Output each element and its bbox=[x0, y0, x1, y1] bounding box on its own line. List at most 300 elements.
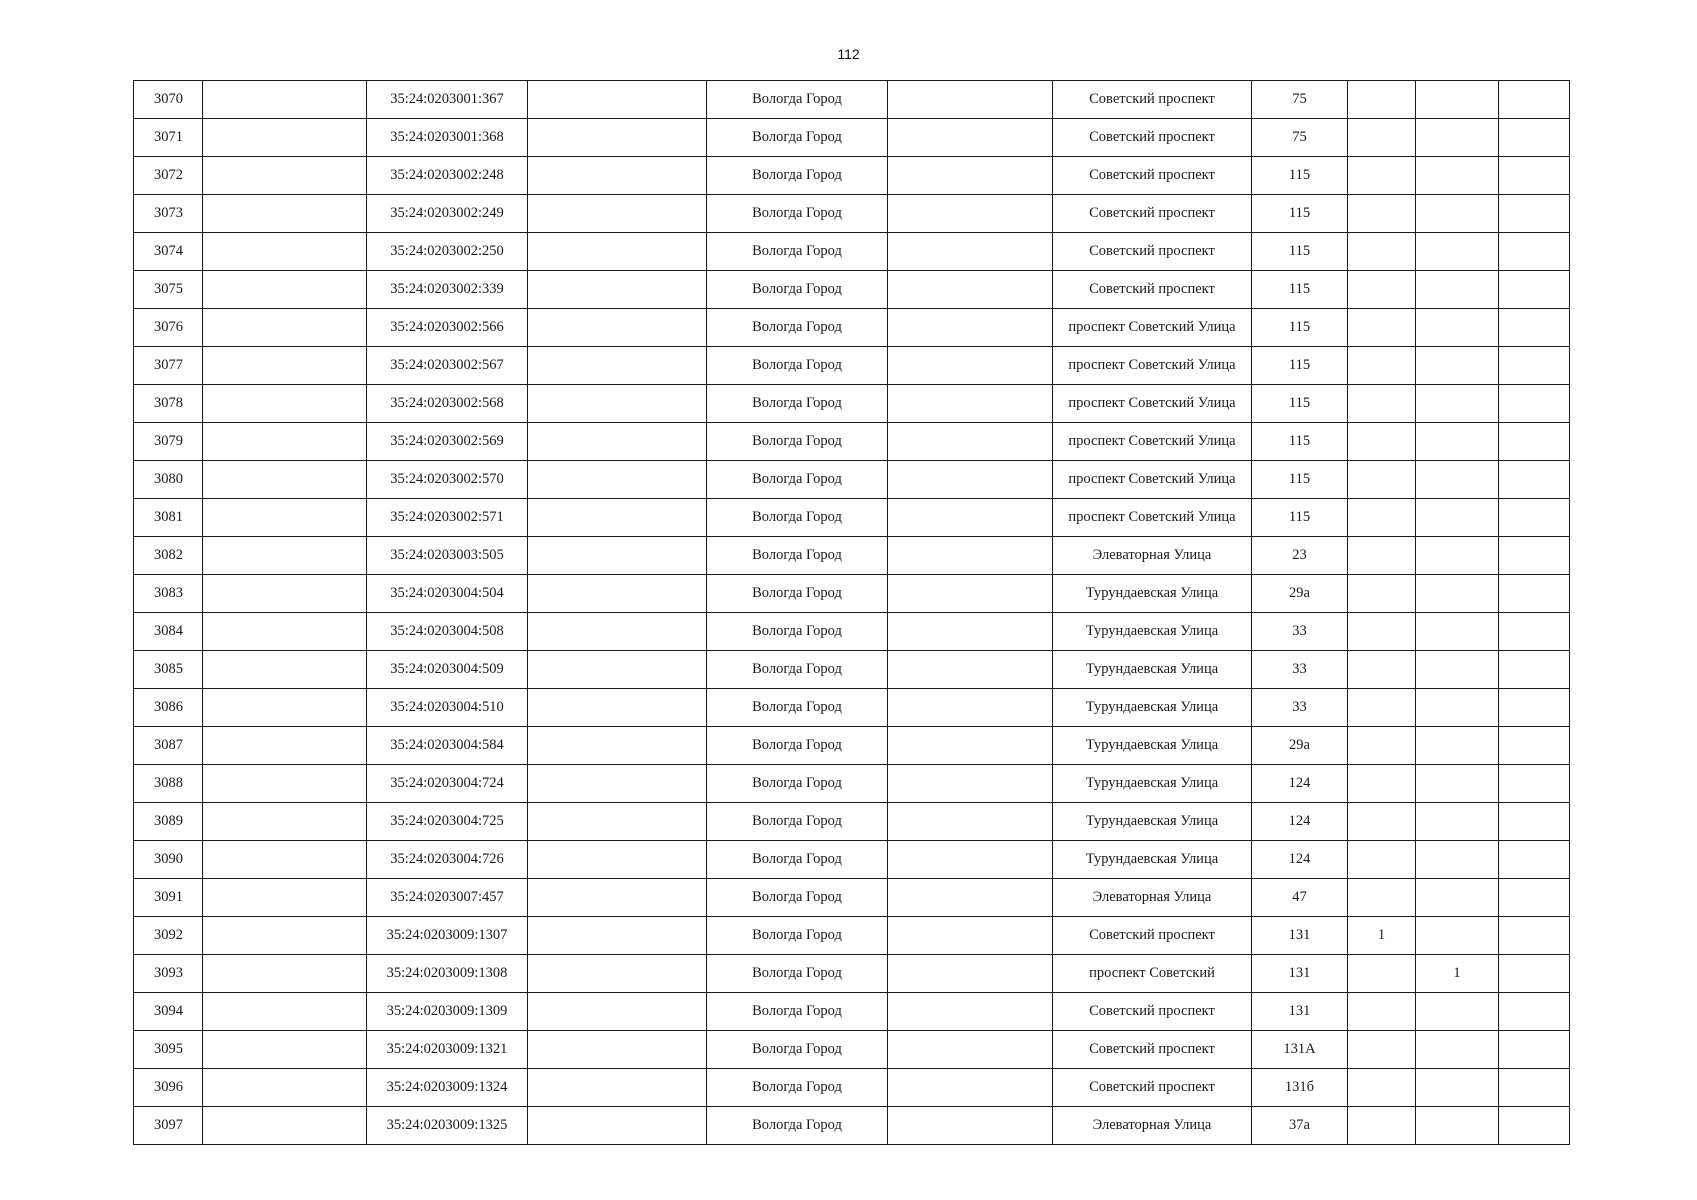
table-row bbox=[134, 841, 1570, 879]
empty-cell bbox=[888, 651, 1053, 689]
city-cell: Вологда Город bbox=[707, 803, 888, 841]
city-cell: Вологда Город bbox=[707, 309, 888, 347]
row-number-cell: 3072 bbox=[134, 157, 203, 195]
empty-cell bbox=[1499, 689, 1570, 727]
empty-cell bbox=[888, 461, 1053, 499]
registry-table bbox=[133, 80, 1570, 1145]
flag-cell bbox=[1348, 841, 1416, 879]
flag-cell bbox=[1348, 499, 1416, 537]
flag-cell bbox=[1348, 727, 1416, 765]
row-number-cell: 3085 bbox=[134, 651, 203, 689]
house-number-cell: 115 bbox=[1252, 423, 1348, 461]
flag-cell bbox=[1348, 1107, 1416, 1145]
empty-cell bbox=[203, 993, 367, 1031]
empty-cell bbox=[203, 499, 367, 537]
street-cell: Турундаевская Улица bbox=[1053, 689, 1252, 727]
empty-cell bbox=[888, 195, 1053, 233]
flag-cell bbox=[1416, 689, 1499, 727]
empty-cell bbox=[1499, 917, 1570, 955]
empty-cell bbox=[888, 575, 1053, 613]
flag-cell bbox=[1416, 499, 1499, 537]
empty-cell bbox=[203, 689, 367, 727]
flag-cell bbox=[1416, 613, 1499, 651]
flag-cell bbox=[1416, 233, 1499, 271]
table-row bbox=[134, 461, 1570, 499]
flag-cell bbox=[1416, 271, 1499, 309]
street-cell: Советский проспект bbox=[1053, 233, 1252, 271]
street-cell: Советский проспект bbox=[1053, 1069, 1252, 1107]
flag-cell bbox=[1416, 993, 1499, 1031]
cadastral-number-cell: 35:24:0203002:339 bbox=[367, 271, 528, 309]
row-number-cell: 3082 bbox=[134, 537, 203, 575]
empty-cell bbox=[888, 157, 1053, 195]
flag-cell bbox=[1416, 765, 1499, 803]
cadastral-number-cell: 35:24:0203004:584 bbox=[367, 727, 528, 765]
empty-cell bbox=[528, 651, 707, 689]
empty-cell bbox=[888, 347, 1053, 385]
table-row bbox=[134, 917, 1570, 955]
empty-cell bbox=[1499, 461, 1570, 499]
page-number: 112 bbox=[837, 46, 860, 62]
flag-cell bbox=[1348, 575, 1416, 613]
flag-cell bbox=[1416, 195, 1499, 233]
row-number-cell: 3074 bbox=[134, 233, 203, 271]
house-number-cell: 115 bbox=[1252, 385, 1348, 423]
cadastral-number-cell: 35:24:0203004:509 bbox=[367, 651, 528, 689]
empty-cell bbox=[1499, 1031, 1570, 1069]
empty-cell bbox=[203, 157, 367, 195]
city-cell: Вологда Город bbox=[707, 537, 888, 575]
empty-cell bbox=[1499, 1069, 1570, 1107]
cadastral-number-cell: 35:24:0203004:504 bbox=[367, 575, 528, 613]
row-number-cell: 3075 bbox=[134, 271, 203, 309]
house-number-cell: 131б bbox=[1252, 1069, 1348, 1107]
flag-cell bbox=[1416, 385, 1499, 423]
flag-cell bbox=[1348, 309, 1416, 347]
flag-cell bbox=[1348, 879, 1416, 917]
empty-cell bbox=[1499, 157, 1570, 195]
flag-cell bbox=[1416, 879, 1499, 917]
flag-cell: 1 bbox=[1348, 917, 1416, 955]
registry-table-body bbox=[134, 81, 1570, 1145]
street-cell: Турундаевская Улица bbox=[1053, 841, 1252, 879]
empty-cell bbox=[528, 233, 707, 271]
empty-cell bbox=[203, 1069, 367, 1107]
empty-cell bbox=[203, 1107, 367, 1145]
empty-cell bbox=[1499, 195, 1570, 233]
flag-cell bbox=[1348, 613, 1416, 651]
empty-cell bbox=[528, 347, 707, 385]
street-cell: Турундаевская Улица bbox=[1053, 765, 1252, 803]
empty-cell bbox=[528, 803, 707, 841]
empty-cell bbox=[888, 309, 1053, 347]
empty-cell bbox=[528, 689, 707, 727]
cadastral-number-cell: 35:24:0203009:1307 bbox=[367, 917, 528, 955]
city-cell: Вологда Город bbox=[707, 499, 888, 537]
city-cell: Вологда Город bbox=[707, 879, 888, 917]
house-number-cell: 29а bbox=[1252, 575, 1348, 613]
empty-cell bbox=[1499, 233, 1570, 271]
empty-cell bbox=[203, 803, 367, 841]
empty-cell bbox=[528, 765, 707, 803]
empty-cell bbox=[203, 233, 367, 271]
empty-cell bbox=[1499, 575, 1570, 613]
flag-cell bbox=[1416, 917, 1499, 955]
flag-cell bbox=[1348, 993, 1416, 1031]
flag-cell bbox=[1416, 803, 1499, 841]
house-number-cell: 124 bbox=[1252, 765, 1348, 803]
empty-cell bbox=[203, 423, 367, 461]
cadastral-number-cell: 35:24:0203009:1324 bbox=[367, 1069, 528, 1107]
row-number-cell: 3073 bbox=[134, 195, 203, 233]
row-number-cell: 3083 bbox=[134, 575, 203, 613]
flag-cell bbox=[1416, 157, 1499, 195]
house-number-cell: 124 bbox=[1252, 803, 1348, 841]
cadastral-number-cell: 35:24:0203002:568 bbox=[367, 385, 528, 423]
cadastral-number-cell: 35:24:0203002:570 bbox=[367, 461, 528, 499]
street-cell: Советский проспект bbox=[1053, 271, 1252, 309]
empty-cell bbox=[528, 157, 707, 195]
empty-cell bbox=[1499, 727, 1570, 765]
table-row bbox=[134, 423, 1570, 461]
flag-cell bbox=[1348, 1069, 1416, 1107]
empty-cell bbox=[203, 385, 367, 423]
street-cell: Элеваторная Улица bbox=[1053, 1107, 1252, 1145]
house-number-cell: 131А bbox=[1252, 1031, 1348, 1069]
street-cell: проспект Советский Улица bbox=[1053, 309, 1252, 347]
empty-cell bbox=[888, 727, 1053, 765]
empty-cell bbox=[203, 271, 367, 309]
cadastral-number-cell: 35:24:0203002:569 bbox=[367, 423, 528, 461]
street-cell: Советский проспект bbox=[1053, 157, 1252, 195]
city-cell: Вологда Город bbox=[707, 575, 888, 613]
empty-cell bbox=[1499, 385, 1570, 423]
empty-cell bbox=[528, 537, 707, 575]
empty-cell bbox=[1499, 347, 1570, 385]
empty-cell bbox=[888, 765, 1053, 803]
empty-cell bbox=[203, 461, 367, 499]
flag-cell bbox=[1348, 689, 1416, 727]
empty-cell bbox=[888, 119, 1053, 157]
empty-cell bbox=[203, 917, 367, 955]
empty-cell bbox=[888, 1107, 1053, 1145]
table-row bbox=[134, 879, 1570, 917]
street-cell: Турундаевская Улица bbox=[1053, 651, 1252, 689]
row-number-cell: 3077 bbox=[134, 347, 203, 385]
city-cell: Вологда Город bbox=[707, 81, 888, 119]
house-number-cell: 115 bbox=[1252, 461, 1348, 499]
table-row bbox=[134, 727, 1570, 765]
row-number-cell: 3088 bbox=[134, 765, 203, 803]
city-cell: Вологда Город bbox=[707, 993, 888, 1031]
empty-cell bbox=[888, 803, 1053, 841]
empty-cell bbox=[528, 385, 707, 423]
empty-cell bbox=[1499, 993, 1570, 1031]
empty-cell bbox=[203, 765, 367, 803]
flag-cell bbox=[1348, 81, 1416, 119]
empty-cell bbox=[1499, 537, 1570, 575]
street-cell: Советский проспект bbox=[1053, 119, 1252, 157]
street-cell: проспект Советский Улица bbox=[1053, 461, 1252, 499]
flag-cell bbox=[1348, 803, 1416, 841]
table-row bbox=[134, 613, 1570, 651]
row-number-cell: 3097 bbox=[134, 1107, 203, 1145]
table-row bbox=[134, 385, 1570, 423]
cadastral-number-cell: 35:24:0203002:249 bbox=[367, 195, 528, 233]
empty-cell bbox=[528, 461, 707, 499]
house-number-cell: 131 bbox=[1252, 955, 1348, 993]
house-number-cell: 33 bbox=[1252, 613, 1348, 651]
flag-cell bbox=[1416, 727, 1499, 765]
table-row bbox=[134, 1031, 1570, 1069]
empty-cell bbox=[528, 993, 707, 1031]
cadastral-number-cell: 35:24:0203004:726 bbox=[367, 841, 528, 879]
table-row bbox=[134, 1107, 1570, 1145]
cadastral-number-cell: 35:24:0203003:505 bbox=[367, 537, 528, 575]
flag-cell bbox=[1416, 461, 1499, 499]
empty-cell bbox=[203, 309, 367, 347]
table-row bbox=[134, 993, 1570, 1031]
table-row bbox=[134, 157, 1570, 195]
house-number-cell: 124 bbox=[1252, 841, 1348, 879]
table-row bbox=[134, 803, 1570, 841]
table-row bbox=[134, 195, 1570, 233]
cadastral-number-cell: 35:24:0203002:566 bbox=[367, 309, 528, 347]
empty-cell bbox=[1499, 841, 1570, 879]
flag-cell bbox=[1348, 157, 1416, 195]
street-cell: Советский проспект bbox=[1053, 993, 1252, 1031]
flag-cell bbox=[1348, 195, 1416, 233]
empty-cell bbox=[203, 955, 367, 993]
house-number-cell: 33 bbox=[1252, 651, 1348, 689]
empty-cell bbox=[203, 119, 367, 157]
cadastral-number-cell: 35:24:0203009:1309 bbox=[367, 993, 528, 1031]
house-number-cell: 75 bbox=[1252, 81, 1348, 119]
row-number-cell: 3086 bbox=[134, 689, 203, 727]
city-cell: Вологда Город bbox=[707, 689, 888, 727]
flag-cell bbox=[1348, 271, 1416, 309]
empty-cell bbox=[203, 651, 367, 689]
flag-cell bbox=[1348, 537, 1416, 575]
flag-cell bbox=[1416, 119, 1499, 157]
empty-cell bbox=[528, 499, 707, 537]
street-cell: проспект Советский Улица bbox=[1053, 347, 1252, 385]
empty-cell bbox=[528, 271, 707, 309]
cadastral-number-cell: 35:24:0203009:1321 bbox=[367, 1031, 528, 1069]
empty-cell bbox=[203, 727, 367, 765]
empty-cell bbox=[888, 879, 1053, 917]
row-number-cell: 3081 bbox=[134, 499, 203, 537]
empty-cell bbox=[528, 119, 707, 157]
house-number-cell: 131 bbox=[1252, 917, 1348, 955]
empty-cell bbox=[528, 423, 707, 461]
flag-cell bbox=[1348, 1031, 1416, 1069]
empty-cell bbox=[528, 841, 707, 879]
city-cell: Вологда Город bbox=[707, 765, 888, 803]
empty-cell bbox=[888, 841, 1053, 879]
city-cell: Вологда Город bbox=[707, 613, 888, 651]
empty-cell bbox=[1499, 81, 1570, 119]
city-cell: Вологда Город bbox=[707, 841, 888, 879]
empty-cell bbox=[528, 613, 707, 651]
street-cell: Советский проспект bbox=[1053, 195, 1252, 233]
street-cell: Советский проспект bbox=[1053, 1031, 1252, 1069]
empty-cell bbox=[1499, 119, 1570, 157]
flag-cell bbox=[1416, 841, 1499, 879]
cadastral-number-cell: 35:24:0203007:457 bbox=[367, 879, 528, 917]
flag-cell: 1 bbox=[1416, 955, 1499, 993]
cadastral-number-cell: 35:24:0203009:1308 bbox=[367, 955, 528, 993]
empty-cell bbox=[1499, 765, 1570, 803]
house-number-cell: 33 bbox=[1252, 689, 1348, 727]
empty-cell bbox=[528, 727, 707, 765]
empty-cell bbox=[888, 385, 1053, 423]
street-cell: Турундаевская Улица bbox=[1053, 575, 1252, 613]
row-number-cell: 3090 bbox=[134, 841, 203, 879]
flag-cell bbox=[1416, 575, 1499, 613]
empty-cell bbox=[203, 347, 367, 385]
row-number-cell: 3096 bbox=[134, 1069, 203, 1107]
flag-cell bbox=[1348, 119, 1416, 157]
house-number-cell: 115 bbox=[1252, 195, 1348, 233]
street-cell: Турундаевская Улица bbox=[1053, 613, 1252, 651]
row-number-cell: 3092 bbox=[134, 917, 203, 955]
street-cell: Элеваторная Улица bbox=[1053, 537, 1252, 575]
empty-cell bbox=[528, 879, 707, 917]
flag-cell bbox=[1348, 233, 1416, 271]
row-number-cell: 3094 bbox=[134, 993, 203, 1031]
empty-cell bbox=[203, 1031, 367, 1069]
cadastral-number-cell: 35:24:0203009:1325 bbox=[367, 1107, 528, 1145]
street-cell: Турундаевская Улица bbox=[1053, 803, 1252, 841]
table-row bbox=[134, 119, 1570, 157]
table-row bbox=[134, 537, 1570, 575]
house-number-cell: 23 bbox=[1252, 537, 1348, 575]
empty-cell bbox=[203, 841, 367, 879]
house-number-cell: 115 bbox=[1252, 309, 1348, 347]
empty-cell bbox=[1499, 879, 1570, 917]
flag-cell bbox=[1416, 1031, 1499, 1069]
house-number-cell: 37а bbox=[1252, 1107, 1348, 1145]
empty-cell bbox=[1499, 955, 1570, 993]
row-number-cell: 3095 bbox=[134, 1031, 203, 1069]
house-number-cell: 115 bbox=[1252, 271, 1348, 309]
empty-cell bbox=[888, 537, 1053, 575]
empty-cell bbox=[1499, 651, 1570, 689]
city-cell: Вологда Город bbox=[707, 347, 888, 385]
street-cell: проспект Советский Улица bbox=[1053, 423, 1252, 461]
flag-cell bbox=[1416, 1069, 1499, 1107]
empty-cell bbox=[528, 195, 707, 233]
cadastral-number-cell: 35:24:0203002:248 bbox=[367, 157, 528, 195]
empty-cell bbox=[203, 195, 367, 233]
flag-cell bbox=[1348, 651, 1416, 689]
row-number-cell: 3076 bbox=[134, 309, 203, 347]
table-row bbox=[134, 575, 1570, 613]
empty-cell bbox=[888, 613, 1053, 651]
empty-cell bbox=[888, 1031, 1053, 1069]
flag-cell bbox=[1348, 461, 1416, 499]
house-number-cell: 75 bbox=[1252, 119, 1348, 157]
cadastral-number-cell: 35:24:0203002:250 bbox=[367, 233, 528, 271]
empty-cell bbox=[1499, 803, 1570, 841]
flag-cell bbox=[1416, 1107, 1499, 1145]
city-cell: Вологда Город bbox=[707, 651, 888, 689]
empty-cell bbox=[1499, 613, 1570, 651]
empty-cell bbox=[203, 613, 367, 651]
street-cell: проспект Советский Улица bbox=[1053, 385, 1252, 423]
empty-cell bbox=[1499, 271, 1570, 309]
street-cell: проспект Советский Улица bbox=[1053, 499, 1252, 537]
row-number-cell: 3087 bbox=[134, 727, 203, 765]
row-number-cell: 3093 bbox=[134, 955, 203, 993]
cadastral-number-cell: 35:24:0203004:510 bbox=[367, 689, 528, 727]
city-cell: Вологда Город bbox=[707, 727, 888, 765]
city-cell: Вологда Город bbox=[707, 195, 888, 233]
flag-cell bbox=[1348, 955, 1416, 993]
empty-cell bbox=[888, 271, 1053, 309]
table-row bbox=[134, 955, 1570, 993]
flag-cell bbox=[1348, 347, 1416, 385]
cadastral-number-cell: 35:24:0203001:367 bbox=[367, 81, 528, 119]
empty-cell bbox=[528, 955, 707, 993]
row-number-cell: 3084 bbox=[134, 613, 203, 651]
empty-cell bbox=[528, 575, 707, 613]
row-number-cell: 3080 bbox=[134, 461, 203, 499]
city-cell: Вологда Город bbox=[707, 1031, 888, 1069]
table-row bbox=[134, 309, 1570, 347]
house-number-cell: 115 bbox=[1252, 347, 1348, 385]
house-number-cell: 115 bbox=[1252, 499, 1348, 537]
cadastral-number-cell: 35:24:0203001:368 bbox=[367, 119, 528, 157]
table-row bbox=[134, 1069, 1570, 1107]
city-cell: Вологда Город bbox=[707, 385, 888, 423]
empty-cell bbox=[528, 1031, 707, 1069]
flag-cell bbox=[1416, 651, 1499, 689]
house-number-cell: 131 bbox=[1252, 993, 1348, 1031]
cadastral-number-cell: 35:24:0203002:567 bbox=[367, 347, 528, 385]
street-cell: проспект Советский bbox=[1053, 955, 1252, 993]
empty-cell bbox=[528, 917, 707, 955]
row-number-cell: 3079 bbox=[134, 423, 203, 461]
house-number-cell: 29а bbox=[1252, 727, 1348, 765]
row-number-cell: 3089 bbox=[134, 803, 203, 841]
empty-cell bbox=[888, 917, 1053, 955]
empty-cell bbox=[1499, 423, 1570, 461]
cadastral-number-cell: 35:24:0203004:508 bbox=[367, 613, 528, 651]
city-cell: Вологда Город bbox=[707, 119, 888, 157]
empty-cell bbox=[528, 309, 707, 347]
empty-cell bbox=[1499, 1107, 1570, 1145]
flag-cell bbox=[1348, 423, 1416, 461]
city-cell: Вологда Город bbox=[707, 1069, 888, 1107]
flag-cell bbox=[1416, 423, 1499, 461]
street-cell: Советский проспект bbox=[1053, 917, 1252, 955]
flag-cell bbox=[1416, 347, 1499, 385]
flag-cell bbox=[1416, 81, 1499, 119]
table-row bbox=[134, 499, 1570, 537]
row-number-cell: 3070 bbox=[134, 81, 203, 119]
empty-cell bbox=[888, 233, 1053, 271]
table-row bbox=[134, 271, 1570, 309]
city-cell: Вологда Город bbox=[707, 157, 888, 195]
table-row bbox=[134, 81, 1570, 119]
city-cell: Вологда Город bbox=[707, 917, 888, 955]
city-cell: Вологда Город bbox=[707, 955, 888, 993]
table-row bbox=[134, 651, 1570, 689]
row-number-cell: 3078 bbox=[134, 385, 203, 423]
empty-cell bbox=[1499, 309, 1570, 347]
